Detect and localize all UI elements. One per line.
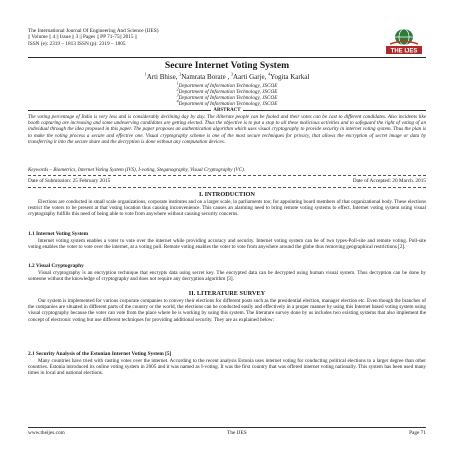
author-4: Yogita Karkal [270,73,310,81]
heading-literature-survey: II. LITERATURE SURVEY [188,290,266,297]
abstract-text: The voting percentage of India is very less and is considerably declining day by day. The illiterate people can be fooled and their votes can be cast to different candidates. Also incidents like booth capturing are increasing and some undeserving candidates are getting elected. Thus the objective is to put a stop to all these malicious activities and to safeguard the right of voting of an individual through the idea proposed in this paper. The paper proposes an authentication algorithm which uses visual cryptography to provide security in internet voting system. Thus the plan is to make the voting process a secure and effective one. Visual cryptography scheme is one of the most secure techniques for privacy, that allows the encryption of secret image or data by transferring it into the secure share and the decryption is done without any computation devices. [28,114,426,145]
date-submission: Date of Submission: 25 February 2015 [28,178,111,184]
estonian-analysis-text: Many countries have tried with casting votes over the internet. According to the recent analysis Estonia uses internet voting for conducting political elections to a larger degree than other countries. Estonia introduced its online voting system in 2005 and it was named as I-voting. It was the first country that was offered internet voting nationally. This system has been used many times in local and national elections. [28,358,426,377]
literature-survey-text: Our system is implemented for various corporate companies to convey their elections for different posts such as the presidential election, manager election etc. Even though the branches of the companies are situated in different parts of the country or the world, the elections can be conducted easily and effectively in a proper manner by using this Internet based voting system using visual cryptography because the voter can vote from the place where he is working by using this system. The literature survey done by us includes two existing systems that also implement the concept of electronic voting but use different techniques for providing additional security. They are as explained below: [28,298,426,323]
introduction-text: Elections are conducted in small scale organizations, corporate institutes and on a larger scale, in parliaments too; for appointing board members of that organizational body. These elections restrict the voters to be present at that voting location thus causing inconvenience. This causes an alarming need to bring remote voting systems to effect. Internet voting system using visual cryptography fulfills this need of being able to vote from anywhere without causing security concerns. [28,199,426,218]
logo-text: THE IJES [390,48,418,55]
author-1-marker: 1 [144,71,147,77]
journal-header [28,28,358,47]
date-accepted: Date of Accepted: 20 March. 2015 [352,178,426,184]
heading-estonian-analysis: 2.1 Security Analysis of the Estonian Internet Voting System [5] [28,351,172,357]
author-3: Aarti Garje, [232,73,267,81]
dates-row [28,178,426,184]
abstract-label-row [28,108,426,113]
footer-journal: The IJES [227,430,247,436]
footer-website: www.theijes.com [28,430,65,436]
abstract-label: ABSTRACT [213,108,241,113]
heading-introduction: I. INTRODUCTION [199,191,255,198]
journal-volume: || Volume || 4 || Issue || 3 || Pages || PP 71-75|| 2015 || [28,34,137,41]
heading-visual-cryptography: 1.2 Visual Cryptography [28,263,84,269]
affiliation-1: $^1$Department of Information Technology, JSCOE [176,80,278,89]
affiliation-4: $^4$Department of Information Technology, JSCOE [176,98,278,108]
keywords: Keywords – Biometrics, Internet Voting System (IVS), I-voting, Steganography, Visual Cryptography (VC). [28,167,246,173]
author-1: Arti Bhise, [146,73,180,81]
page-footer [28,430,426,436]
header-rule [28,57,426,58]
abstract-rule-right [243,110,426,111]
affiliations [28,80,426,108]
author-4-marker: 4 [268,71,271,77]
visual-cryptography-text: Visual cryptography is an encryption technique that encrypts data using secret key. The encrypted data can be decrypted using human visual system. Thus decryption can be done by someone without the knowledge of cryptography and does not require any decryption algorithm [3]. [28,270,426,283]
footer-page-number: Page 71 [409,430,426,436]
author-3-marker: 3 [230,71,233,77]
internet-voting-system-text: Internet voting system enables a voter to vote over the internet while providing accuracy and security. Internet voting system can be of two types-Poll-site and remote voting. Poll-site voting enables the voter to vote over the internet, at a voting poll. Remote voting enables the voter to vote from anywhere around the globe thus removing geographical restrictions [2]. [28,238,426,251]
affiliation-3: $^3$Department of Information Technology, JSCOE [176,92,278,102]
author-list [28,73,426,81]
author-2: Namrata Borate , [181,73,231,81]
dates-rule-bottom [28,187,426,188]
author-2-marker: 2 [179,71,182,77]
journal-logo [382,26,426,56]
abstract-rule-left [28,110,211,111]
paper-title: Secure Internet Voting System [164,60,290,71]
paper-page [28,0,426,453]
journal-name: The International Journal Of Engineering And Science (IJES) [28,28,159,34]
footer-rule [28,427,426,428]
journal-issn: ISSN (e): 2319 – 1813 ISSN (p): 2319 – 1805 [28,40,126,47]
heading-internet-voting-system: 1.1 Internet Voting System [28,231,89,237]
dates-rule-top [28,175,426,176]
affiliation-2: $^2$Department of Information Technology, JSCOE [176,86,278,96]
